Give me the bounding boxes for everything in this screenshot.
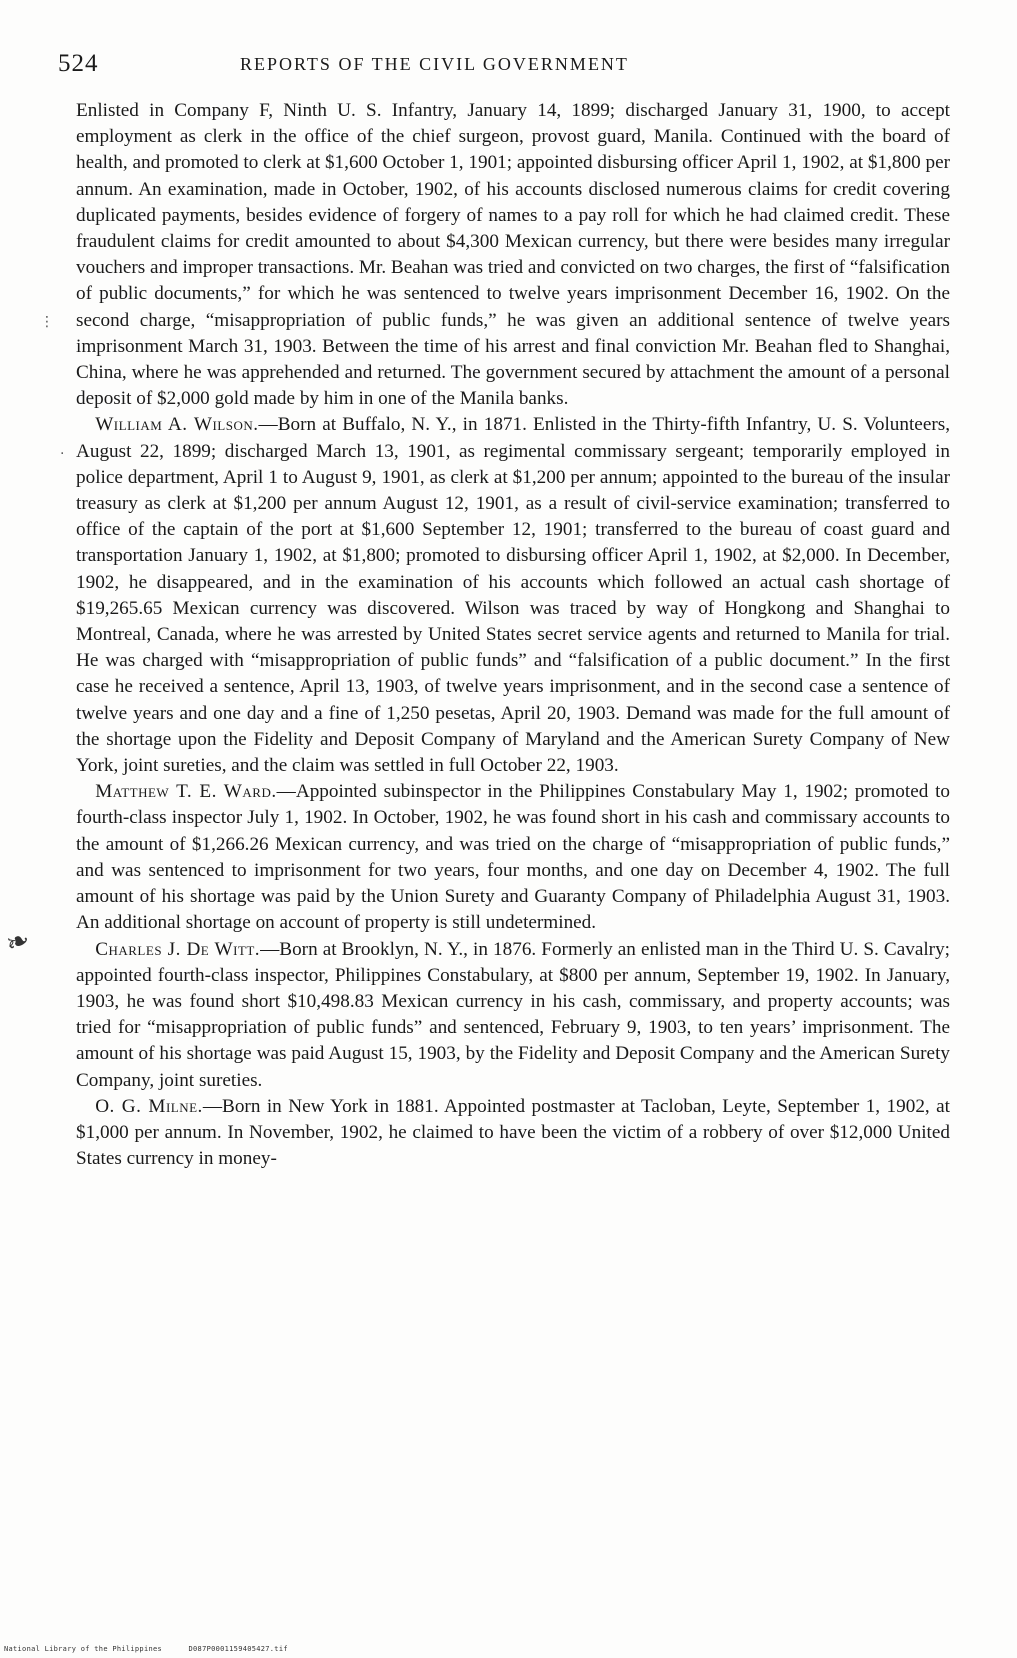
paragraph-ward (76, 779, 950, 936)
paragraph-text: —Born in New York in 1881. Appointed postmaster at Tacloban, Leyte, September 1, 1902, at $1,000 per annum. In November, 1902, he claimed to have been the victim of a robbery of over $12,000 United States currency in money- (76, 1095, 950, 1170)
margin-mark: ⋮ (40, 314, 54, 330)
scan-footer (4, 1645, 288, 1653)
running-head: REPORTS OF THE CIVIL GOVERNMENT (240, 54, 629, 74)
person-name: Matthew T. E. Ward. (95, 781, 277, 803)
person-name: William A. Wilson. (95, 414, 259, 436)
page-edge-tear-mark: ❧ (1, 921, 35, 962)
person-name: O. G. Milne. (95, 1095, 203, 1117)
paragraph-milne (76, 1094, 950, 1173)
paragraph-de-witt (76, 937, 950, 1094)
paragraph-wilson (76, 412, 950, 779)
page-number: 524 (58, 50, 99, 77)
paragraph-beahan (76, 98, 950, 412)
paragraph-text: —Born at Buffalo, N. Y., in 1871. Enlisted in the Thirty-fifth Infantry, U. S. Volunteers, August 22, 1899; discharged March 13, 1901, as regimental commissary sergeant; temporarily employed in police department, April 1 to August 9, 1901, as clerk at $1,200 per annum; appointed to the bureau of the insular treasury as clerk at $1,200 per annum August 12, 1901, as a result of civil-service examination; transferred to office of the captain of the port at $1,600 September 12, 1901; transferred to the bureau of coast guard and transportation January 1, 1902, at $1,800; promoted to disbursing officer April 1, 1902, at $2,000. In December, 1902, he disappeared, and in the examination of his accounts which followed an actual cash shortage of $19,265.65 Mexican currency was discovered. Wilson was traced by way of Hongkong and Shanghai to Montreal, Canada, where he was arrested by United States secret service agents and returned to Manila for trial. He was charged with “misappropriation of public funds” and “falsification of a public document.” In the first case he received a sentence, April 13, 1903, of twelve years imprisonment, and in the second case a sentence of twelve years and one day and a fine of 1,250 pesetas, April 20, 1903. Demand was made for the full amount of the shortage upon the Fidelity and Deposit Company of Maryland and the American Surety Company of New York, joint sureties, and the claim was settled in full October 22, 1903. (76, 414, 950, 777)
paragraph-text: Enlisted in Company F, Ninth U. S. Infantry, January 14, 1899; discharged January 31, 1900, to accept employment as clerk in the office of the chief surgeon, provost guard, Manila. Continued with the board of health, and promoted to clerk at $1,600 October 1, 1901; appointed disbursing officer April 1, 1902, at $1,800 per annum. An examination, made in October, 1902, of his accounts disclosed numerous claims for credit covering duplicated payments, besides evidence of forgery of names to a pay roll for which he had claimed credit. These fraudulent claims for credit amounted to about $4,300 Mexican currency, but there were besides many irregular vouchers and improper transactions. Mr. Beahan was tried and convicted on two charges, the first of “falsification of public documents,” for which he was sentenced to twelve years imprisonment December 16, 1902. On the second charge, “misappropriation of public funds,” he was given an additional sentence of twelve years imprisonment March 31, 1903. Between the time of his arrest and final conviction Mr. Beahan fled to Shanghai, China, where he was apprehended and returned. The government secured by attachment the amount of a personal deposit of $2,000 gold made by him in one of the Manila banks. (76, 100, 951, 410)
footer-file-id: D087P0001159405427.tif (188, 1645, 288, 1653)
body-text (76, 98, 950, 1172)
margin-mark: ⋅ (60, 446, 65, 462)
footer-library: National Library of the Philippines (4, 1645, 163, 1653)
person-name: Charles J. De Witt. (95, 938, 261, 960)
paragraph-text: —Appointed subinspector in the Philippines Constabulary May 1, 1902; promoted to fourth-class inspector July 1, 1902. In October, 1902, he was found short in his cash and commissary accounts to the amount of $1,266.26 Mexican currency, and was tried on the charge of “misappropriation of public funds,” and was sentenced to imprisonment for two years, four months, and one day on December 4, 1902. The full amount of his shortage was paid by the Union Surety and Guaranty Company of Philadelphia August 31, 1903. An additional shortage on account of property is still undetermined. (76, 781, 950, 934)
paragraph-text: —Born at Brooklyn, N. Y., in 1876. Formerly an enlisted man in the Third U. S. Cavalry; appointed fourth-class inspector, Philippines Constabulary, at $800 per annum, September 19, 1902. In January, 1903, he was found short $10,498.83 Mexican currency in his cash, commissary, and property accounts; was tried for “misappropriation of public funds” and sentenced, February 9, 1903, to ten years’ imprisonment. The amount of his shortage was paid August 15, 1903, by the Fidelity and Deposit Company and the American Surety Company, joint sureties. (76, 938, 950, 1091)
